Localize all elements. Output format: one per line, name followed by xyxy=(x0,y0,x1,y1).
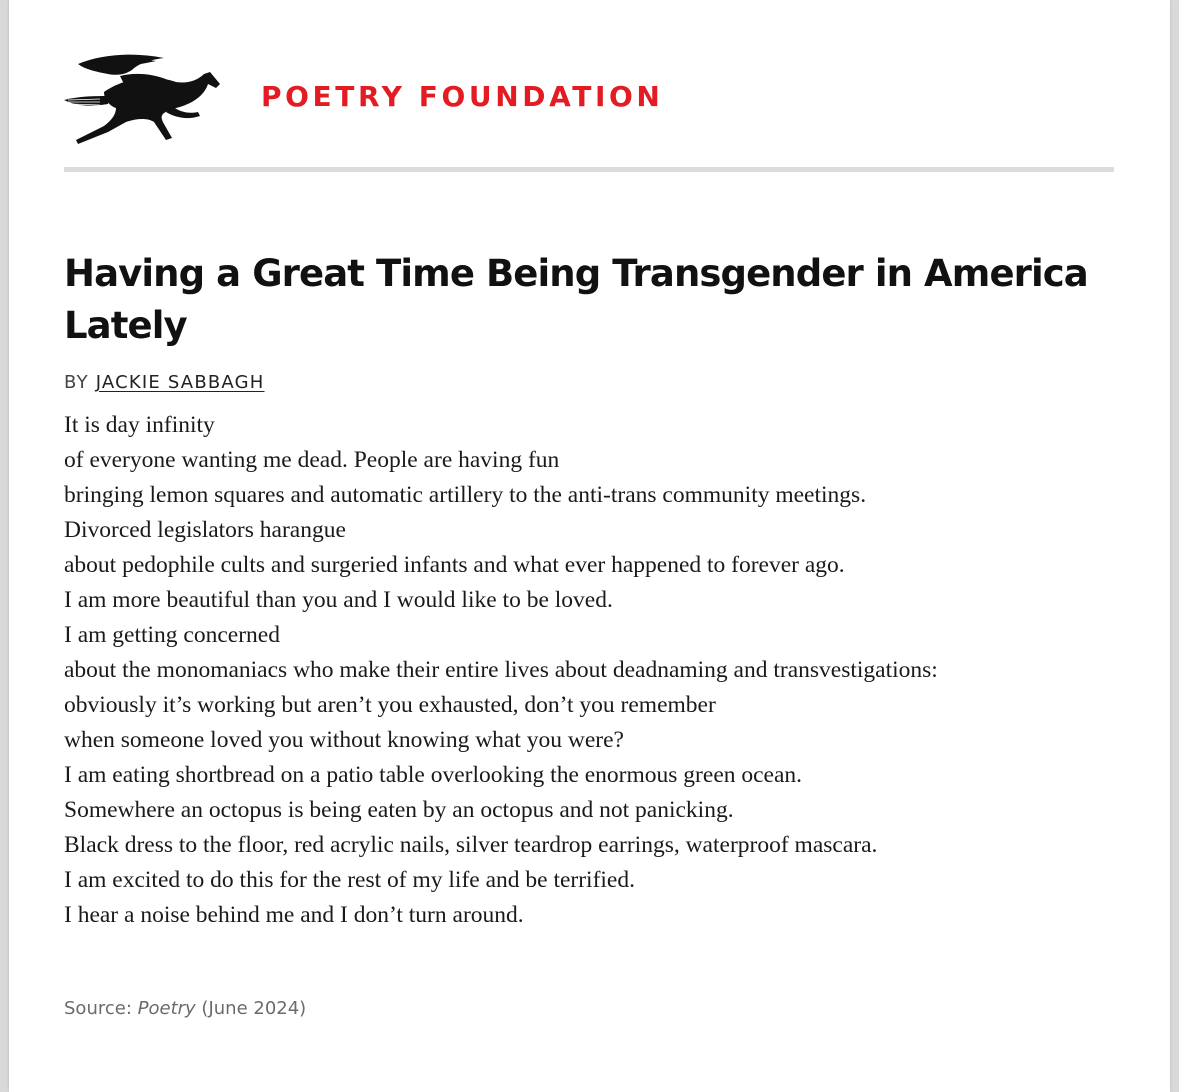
source-label: Source: xyxy=(64,998,132,1019)
site-header xyxy=(64,52,1114,152)
source-citation xyxy=(64,998,306,1019)
document-page xyxy=(9,0,1170,1092)
poem-body xyxy=(64,408,1114,933)
poem-line: Somewhere an octopus is being eaten by an octopus and not panicking. xyxy=(64,797,734,823)
poem-line: obviously it’s working but aren’t you exhausted, don’t you remember xyxy=(64,692,716,718)
poem-line: I hear a noise behind me and I don’t turn around. xyxy=(64,902,524,928)
poem-line: of everyone wanting me dead. People are having fun xyxy=(64,447,560,473)
brand-name[interactable]: POETRY FOUNDATION xyxy=(261,80,664,113)
byline xyxy=(64,372,265,393)
poem-line: about the monomaniacs who make their entire lives about deadnaming and transvestigations: xyxy=(64,657,938,683)
poem-title: Having a Great Time Being Transgender in America Lately xyxy=(64,252,1088,347)
poem-line: Divorced legislators harangue xyxy=(64,517,346,543)
poem-line: It is day infinity xyxy=(64,412,215,438)
byline-prefix: BY xyxy=(64,372,89,393)
poem-line: I am excited to do this for the rest of my life and be terrified. xyxy=(64,867,635,893)
header-divider xyxy=(64,167,1114,172)
poem-line: Black dress to the floor, red acrylic nails, silver teardrop earrings, waterproof mascara. xyxy=(64,832,878,858)
source-journal: Poetry xyxy=(137,998,196,1019)
source-issue: (June 2024) xyxy=(201,998,307,1019)
pegasus-logo-icon[interactable] xyxy=(64,52,222,147)
author-link[interactable]: JACKIE SABBAGH xyxy=(95,372,265,393)
poem-line: I am getting concerned xyxy=(64,622,280,648)
poem-line: when someone loved you without knowing what you were? xyxy=(64,727,624,753)
poem-line: about pedophile cults and surgeried infants and what ever happened to forever ago. xyxy=(64,552,845,578)
poem-line: bringing lemon squares and automatic artillery to the anti-trans community meetings. xyxy=(64,482,867,508)
poem-line: I am eating shortbread on a patio table overlooking the enormous green ocean. xyxy=(64,762,803,788)
poem-line: I am more beautiful than you and I would like to be loved. xyxy=(64,587,613,613)
